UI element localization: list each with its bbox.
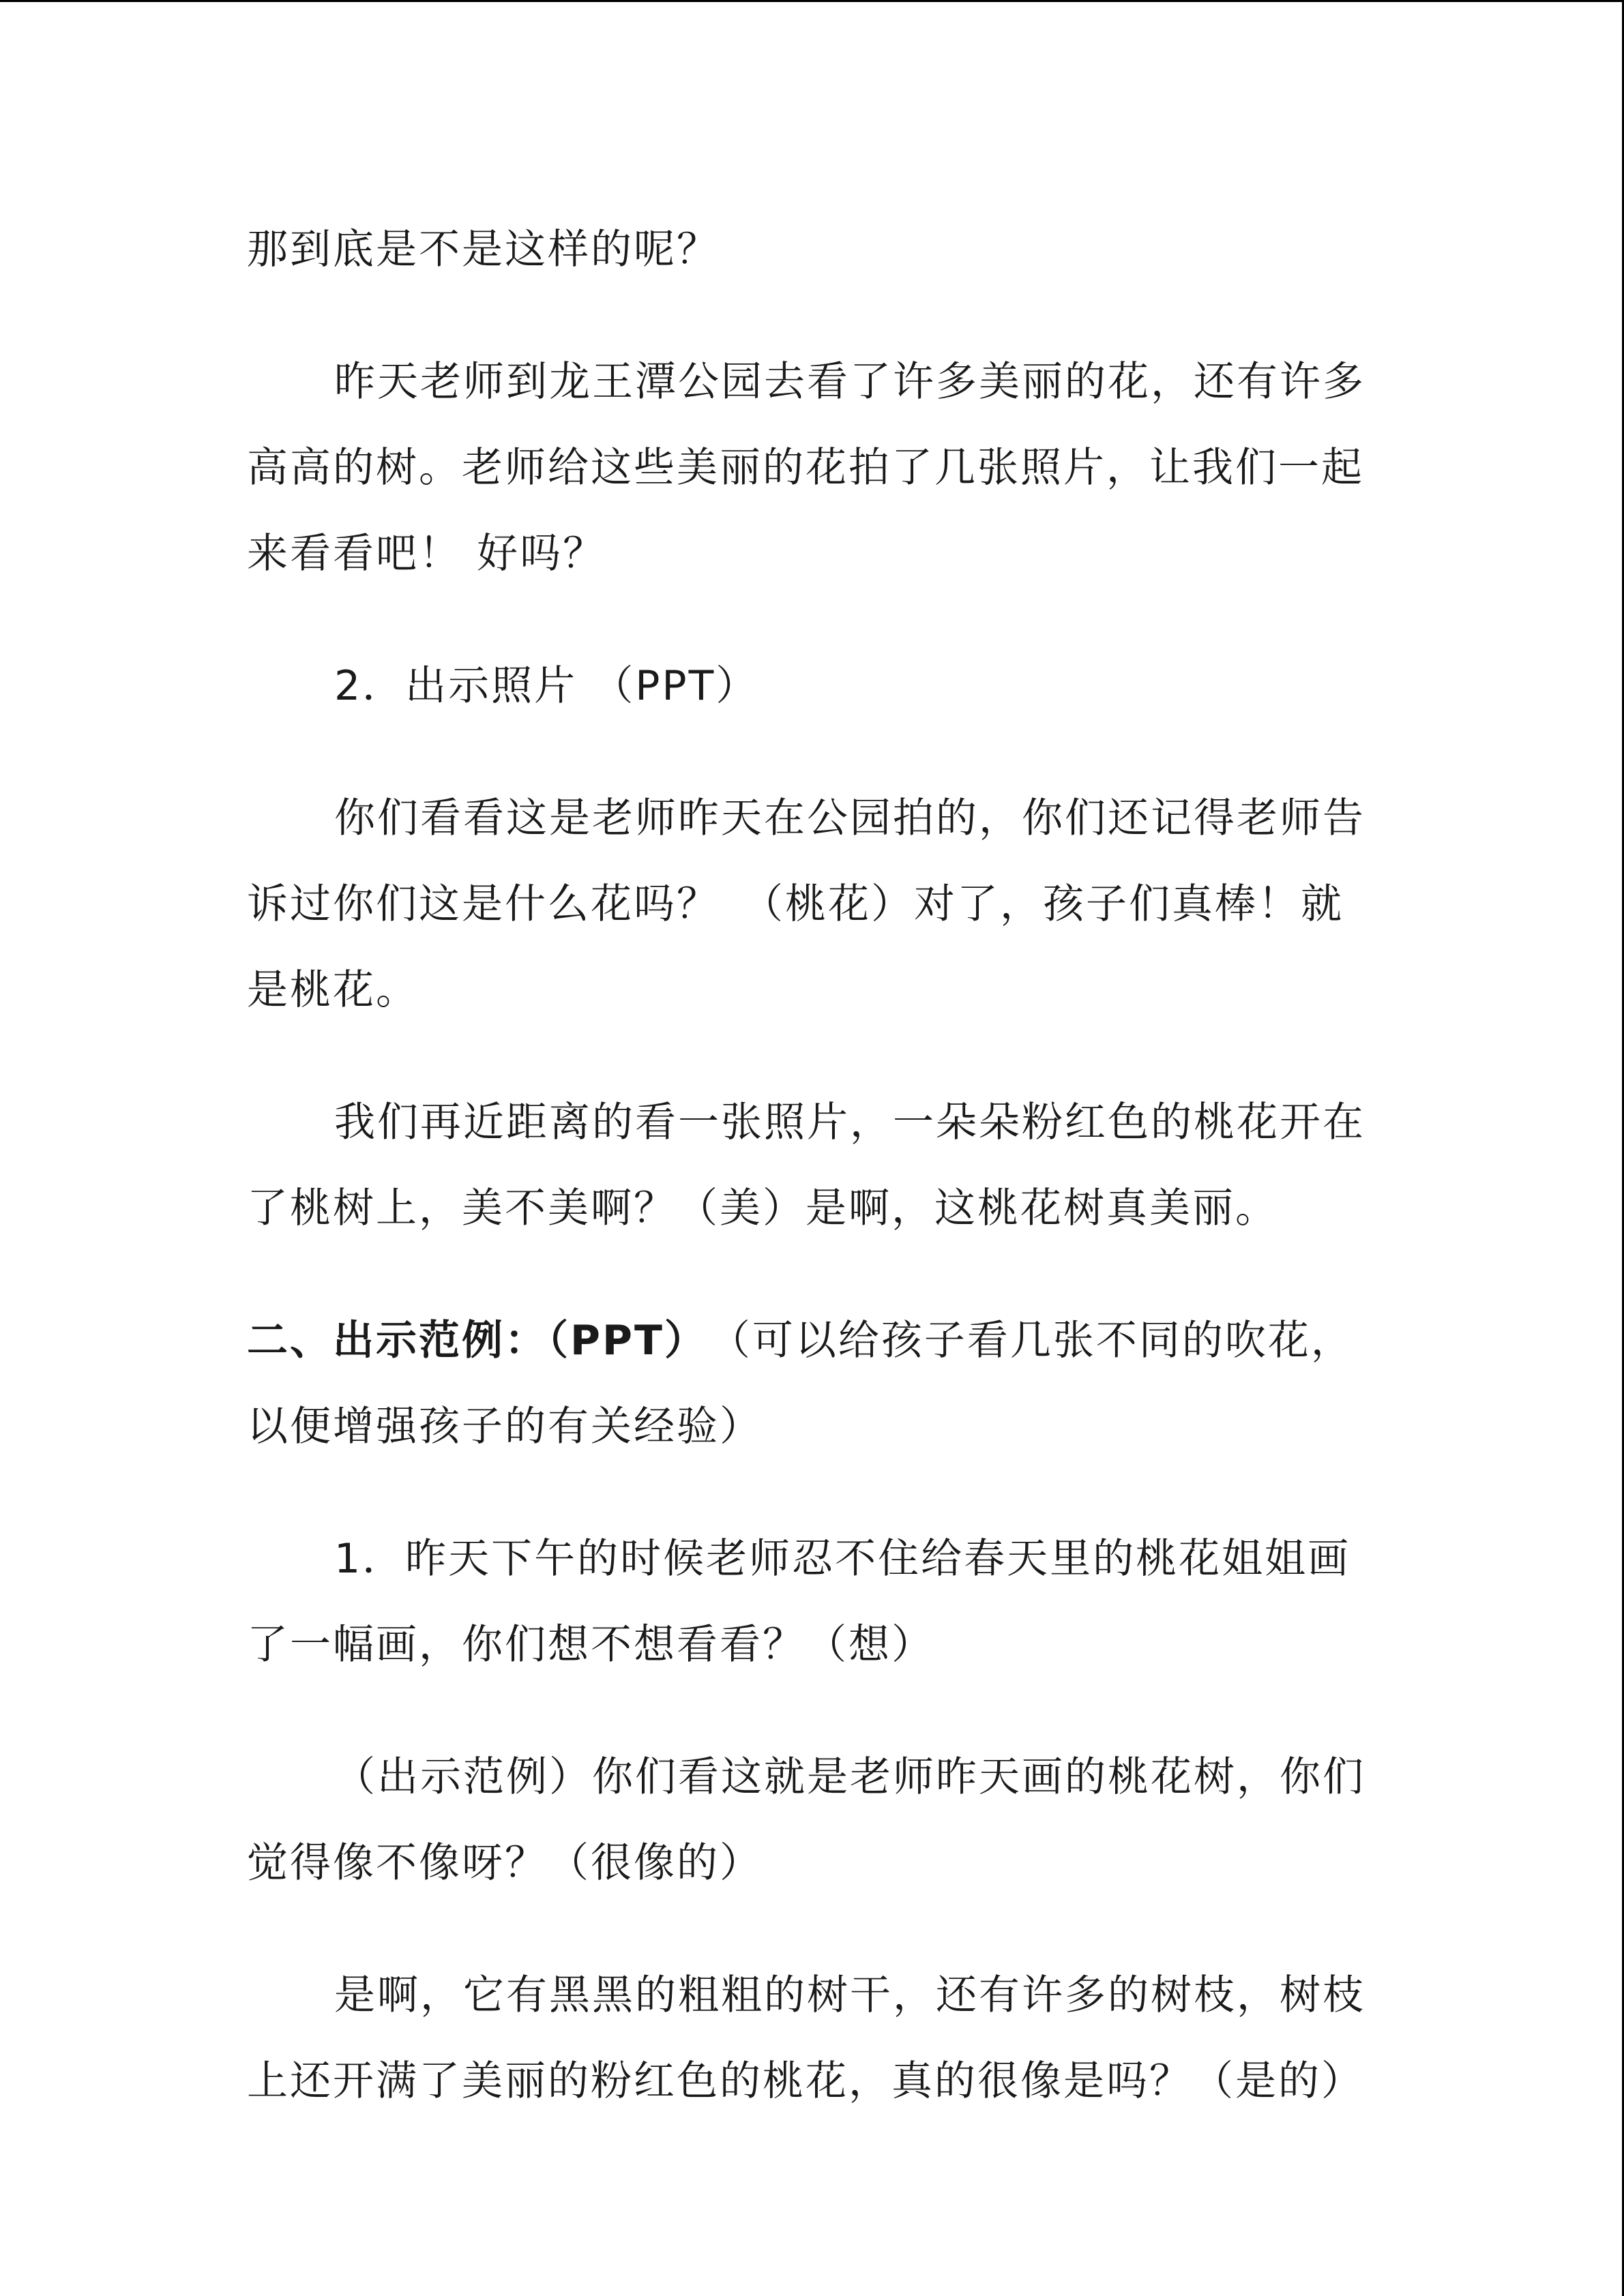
paragraph-2: 昨天老师到龙王潭公园去看了许多美丽的花，还有许多高高的树。老师给这些美丽的花拍了几张照片，让我们一起来看看吧！ 好吗？ — [247, 358, 1365, 578]
section-heading: 二、出示范例：（PPT） — [247, 1317, 687, 1365]
section-heading-paragraph — [247, 1298, 1365, 1470]
paragraph-7: 1．昨天下午的时候老师忍不住给春天里的桃花姐姐画了一幅画，你们想不想看看？（想） — [247, 1535, 1351, 1669]
paragraph-4: 你们看看这是老师昨天在公园拍的，你们还记得老师告诉过你们这是什么花吗？ （桃花）对了，孩子们真棒！就是桃花。 — [247, 794, 1365, 1014]
document-body — [247, 207, 1365, 2171]
paragraph-5: 我们再近距离的看一张照片，一朵朵粉红色的桃花开在了桃树上，美不美啊？（美）是啊，这桃花树真美丽。 — [247, 1099, 1365, 1232]
paragraph-8: （出示范例）你们看这就是老师昨天画的桃花树，你们觉得像不像呀？（很像的） — [247, 1753, 1365, 1887]
paragraph-9: 是啊，它有黑黑的粗粗的树干，还有许多的树枝，树枝上还开满了美丽的粉红色的桃花，真的很像是吗？（是的） — [247, 1971, 1365, 2105]
paragraph-3: 2．出示照片 （PPT） — [334, 662, 759, 710]
paragraph-1: 那到底是不是这样的呢？ — [247, 226, 720, 273]
section-heading-note: （可以给孩子看几张不同的吹花，以便增强孩子的有关经验） — [247, 1317, 1354, 1450]
